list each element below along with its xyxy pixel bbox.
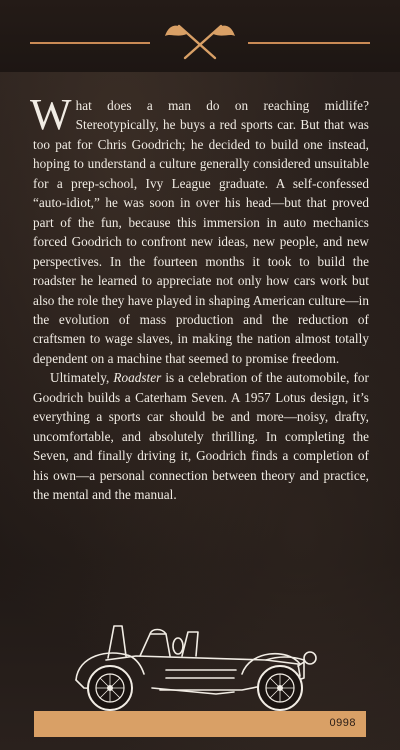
paragraph-1 (30, 90, 369, 368)
front-wheel (258, 666, 302, 710)
rear-wheel (88, 666, 132, 710)
price-code: 0998 (329, 717, 356, 729)
footer-band (34, 711, 366, 737)
paragraph-1-text: hat does a man do on reaching midlife? Stereotypically, he buys a red sports car. But that was too pat for Chris Goodrich; he decided to build one instead, hoping to understand a culture generally considered unsuitable for a prep-school, Ivy League graduate. A self-confessed “auto-idiot,” he was soon in over his head—but that proved part of the fun, because this immersion in auto mechanics forced Goodrich to confront new ideas, new people, and new perspectives. In the fourteen months it took to build the roadster he learned to appreciate not only how cars work but also the role they have played in shaping American culture—in the evolution of mass production and the reduction of craftsmen to wage slaves, in making the nation almost totally dependent on a machine that seemed to promise freedom. (33, 98, 369, 366)
roadster-car-icon (66, 598, 336, 716)
paragraph-2-start: Ultimately, (50, 370, 114, 386)
drop-cap: W (30, 90, 72, 139)
header-rule-right (248, 42, 370, 44)
paragraph-2-text: is a celebration of the automobile, for Goodrich builds a Caterham Seven. A 1957 Lotus design, it’s everything a sports car should be and more—noisy, drafty, uncomfortable, and absolutely thrilling. In completing the Seven, and finally driving it, Goodrich finds a completion of his own—a personal connection between theory and practice, the mental and the manual. (33, 370, 369, 503)
flap-copy (30, 90, 369, 505)
book-title-italic: Roadster (113, 370, 162, 386)
crossed-flags-icon (165, 20, 235, 62)
header-band (0, 0, 400, 72)
header-rule-left (30, 42, 150, 44)
paragraph-2 (33, 368, 369, 504)
